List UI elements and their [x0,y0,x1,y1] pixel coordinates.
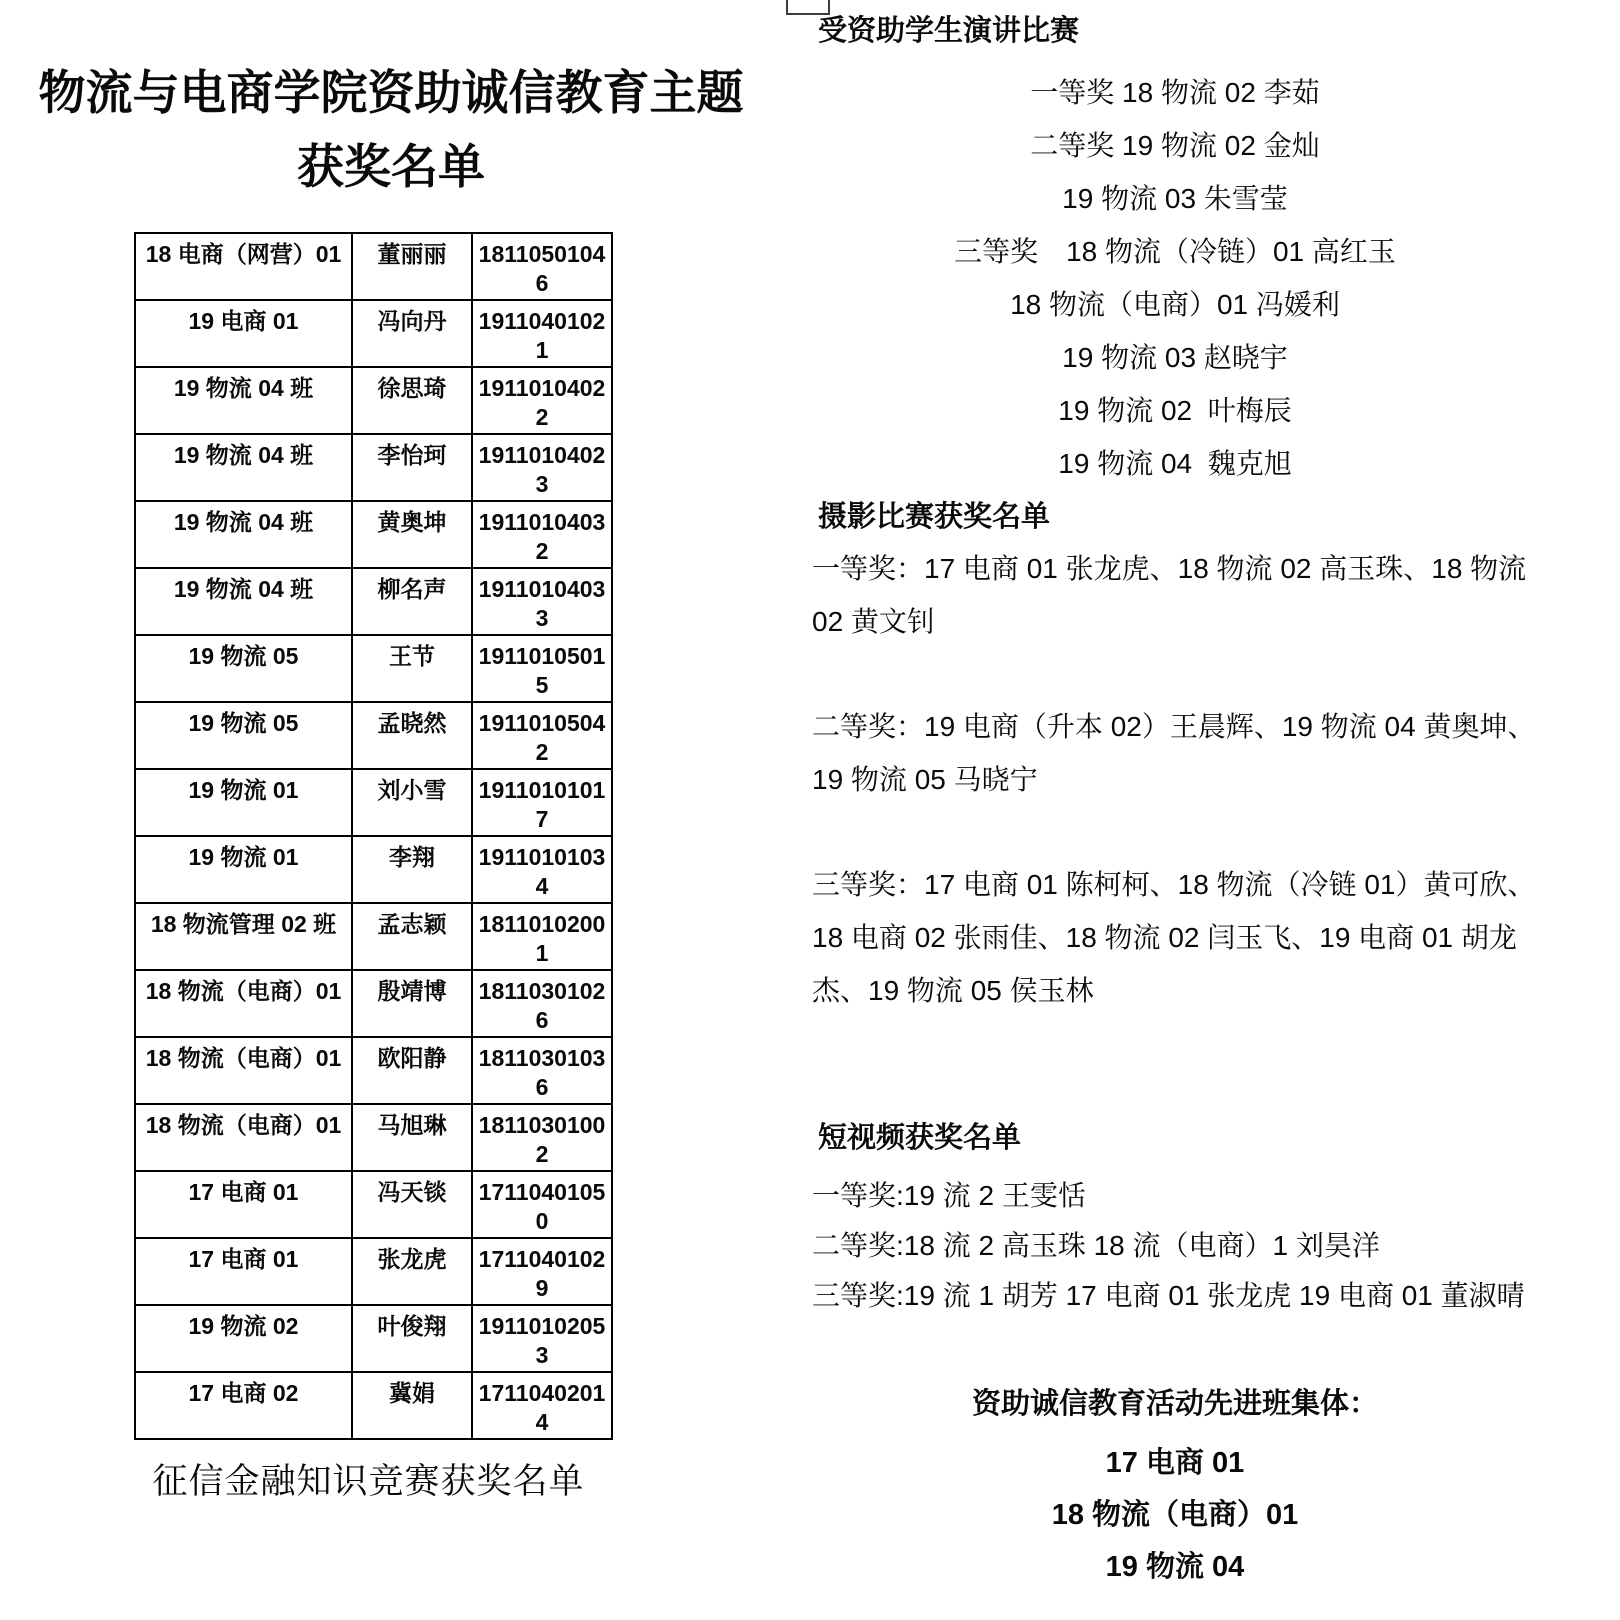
video-award-line: 一等奖:19 流 2 王雯恬 [812,1180,1086,1211]
photo-award-paragraph: 三等奖：17 电商 01 陈柯柯、18 物流（冷链 01）黄可欣、18 电商 02 张雨佳、18 物流 02 闫玉飞、19 电商 01 胡龙杰、19 物流 05 侯玉林 [812,869,1536,1006]
speech-award-line: 三等奖 18 物流（冷链）01 高红玉 [954,236,1396,267]
table-row [135,1238,612,1305]
table-row [135,903,612,970]
table-cell-student: 李怡珂 [352,434,472,501]
table-cell-class: 19 物流 02 [135,1305,352,1372]
table-cell-student: 刘小雪 [352,769,472,836]
table-cell-class: 18 物流管理 02 班 [135,903,352,970]
table-cell-student: 柳名声 [352,568,472,635]
advanced-class-line: 19 物流 04 [1105,1551,1245,1583]
table-cell-student-id: 19110105042 [472,702,612,769]
table-cell-class: 18 电商（网营）01 [135,233,352,300]
credit-awards-table-body [135,233,612,1439]
table-cell-student: 欧阳静 [352,1037,472,1104]
table-cell-student-id: 19110105015 [472,635,612,702]
table-cell-class: 19 物流 01 [135,836,352,903]
table-cell-class: 18 物流（电商）01 [135,970,352,1037]
table-cell-class: 19 电商 01 [135,300,352,367]
advanced-class-lines [812,1437,1538,1593]
table-row [135,702,612,769]
table-cell-student-id: 18110301002 [472,1104,612,1171]
table-cell-class: 17 电商 01 [135,1238,352,1305]
table-cell-student-id: 17110401029 [472,1238,612,1305]
photo-section-title: 摄影比赛获奖名单 [818,501,1051,533]
advanced-class-line: 17 电商 01 [1105,1447,1245,1479]
table-cell-student: 王节 [352,635,472,702]
table-cell-student-id: 19110104033 [472,568,612,635]
table-cell-student: 张龙虎 [352,1238,472,1305]
table-cell-class: 17 电商 02 [135,1372,352,1439]
table-cell-student-id: 18110102001 [472,903,612,970]
page-break-artifact [786,0,830,15]
table-cell-student: 马旭琳 [352,1104,472,1171]
speech-award-lines [812,74,1538,483]
advanced-class-line: 18 物流（电商）01 [1051,1499,1299,1531]
table-cell-class: 17 电商 01 [135,1171,352,1238]
table-cell-student-id: 19110102053 [472,1305,612,1372]
speech-award-line: 一等奖 18 物流 02 李茹 [1030,77,1320,108]
table-cell-class: 19 物流 04 班 [135,501,352,568]
table-row [135,367,612,434]
table-cell-student-id: 18110301036 [472,1037,612,1104]
table-cell-class: 19 物流 05 [135,702,352,769]
document-title-line2: 获奖名单 [297,140,485,193]
table-cell-class: 18 物流（电商）01 [135,1037,352,1104]
table-cell-class: 19 物流 04 班 [135,568,352,635]
speech-award-line: 二等奖 19 物流 02 金灿 [1030,130,1320,161]
photo-award-paragraphs [812,542,1538,1017]
table-cell-class: 19 物流 04 班 [135,367,352,434]
advanced-class-title: 资助诚信教育活动先进班集体： [971,1388,1378,1420]
table-cell-student-id: 18110301026 [472,970,612,1037]
table-cell-student: 孟晓然 [352,702,472,769]
document-title [0,56,782,204]
table-cell-class: 19 物流 05 [135,635,352,702]
video-section-title: 短视频获奖名单 [818,1122,1022,1154]
table-row [135,1104,612,1171]
table-cell-student: 孟志颖 [352,903,472,970]
left-page [0,0,782,1504]
photo-award-paragraph: 二等奖：19 电商（升本 02）王晨辉、19 物流 04 黄奥坤、19 物流 05 马晓宁 [812,711,1536,795]
table-cell-student: 李翔 [352,836,472,903]
table-cell-student: 冯向丹 [352,300,472,367]
table-row [135,300,612,367]
table-caption: 征信金融知识竞赛获奖名单 [152,1462,585,1501]
table-cell-student: 殷靖博 [352,970,472,1037]
table-cell-class: 19 物流 04 班 [135,434,352,501]
credit-awards-table [134,232,613,1440]
right-page [812,0,1538,1593]
table-row [135,1037,612,1104]
table-row [135,568,612,635]
speech-award-line: 19 物流 02 叶梅辰 [1058,395,1292,426]
table-cell-student: 冯天锬 [352,1171,472,1238]
speech-award-line: 18 物流（电商）01 冯媛利 [1010,289,1340,320]
table-cell-student: 徐思琦 [352,367,472,434]
table-cell-student-id: 17110402014 [472,1372,612,1439]
photo-award-paragraph: 一等奖：17 电商 01 张龙虎、18 物流 02 高玉珠、18 物流 02 黄文钊 [812,553,1534,637]
document-title-line1: 物流与电商学院资助诚信教育主题 [38,66,744,119]
table-cell-class: 19 物流 01 [135,769,352,836]
table-row [135,635,612,702]
table-cell-student-id: 19110104032 [472,501,612,568]
table-cell-student-id: 19110104022 [472,367,612,434]
table-row [135,1305,612,1372]
table-cell-student: 董丽丽 [352,233,472,300]
table-row [135,970,612,1037]
video-award-lines [812,1171,1538,1321]
table-row [135,1372,612,1439]
table-cell-student: 叶俊翔 [352,1305,472,1372]
table-row [135,1171,612,1238]
speech-award-line: 19 物流 03 朱雪莹 [1062,183,1288,214]
advanced-class-section [812,1383,1538,1593]
table-cell-student: 冀娟 [352,1372,472,1439]
speech-award-line: 19 物流 03 赵晓宇 [1062,342,1288,373]
speech-award-line: 19 物流 04 魏克旭 [1058,448,1292,479]
table-cell-student-id: 19110104023 [472,434,612,501]
table-cell-student-id: 18110501046 [472,233,612,300]
table-row [135,434,612,501]
table-cell-student-id: 19110101017 [472,769,612,836]
table-row [135,501,612,568]
table-cell-class: 18 物流（电商）01 [135,1104,352,1171]
video-award-line: 三等奖:19 流 1 胡芳 17 电商 01 张龙虎 19 电商 01 董淑晴 [812,1280,1525,1311]
table-cell-student: 黄奥坤 [352,501,472,568]
speech-section-title: 受资助学生演讲比赛 [818,15,1080,47]
table-row [135,836,612,903]
video-award-line: 二等奖:18 流 2 高玉珠 18 流（电商）1 刘昊洋 [812,1230,1380,1261]
table-cell-student-id: 19110101034 [472,836,612,903]
table-row [135,233,612,300]
table-row [135,769,612,836]
table-cell-student-id: 17110401050 [472,1171,612,1238]
table-cell-student-id: 19110401021 [472,300,612,367]
